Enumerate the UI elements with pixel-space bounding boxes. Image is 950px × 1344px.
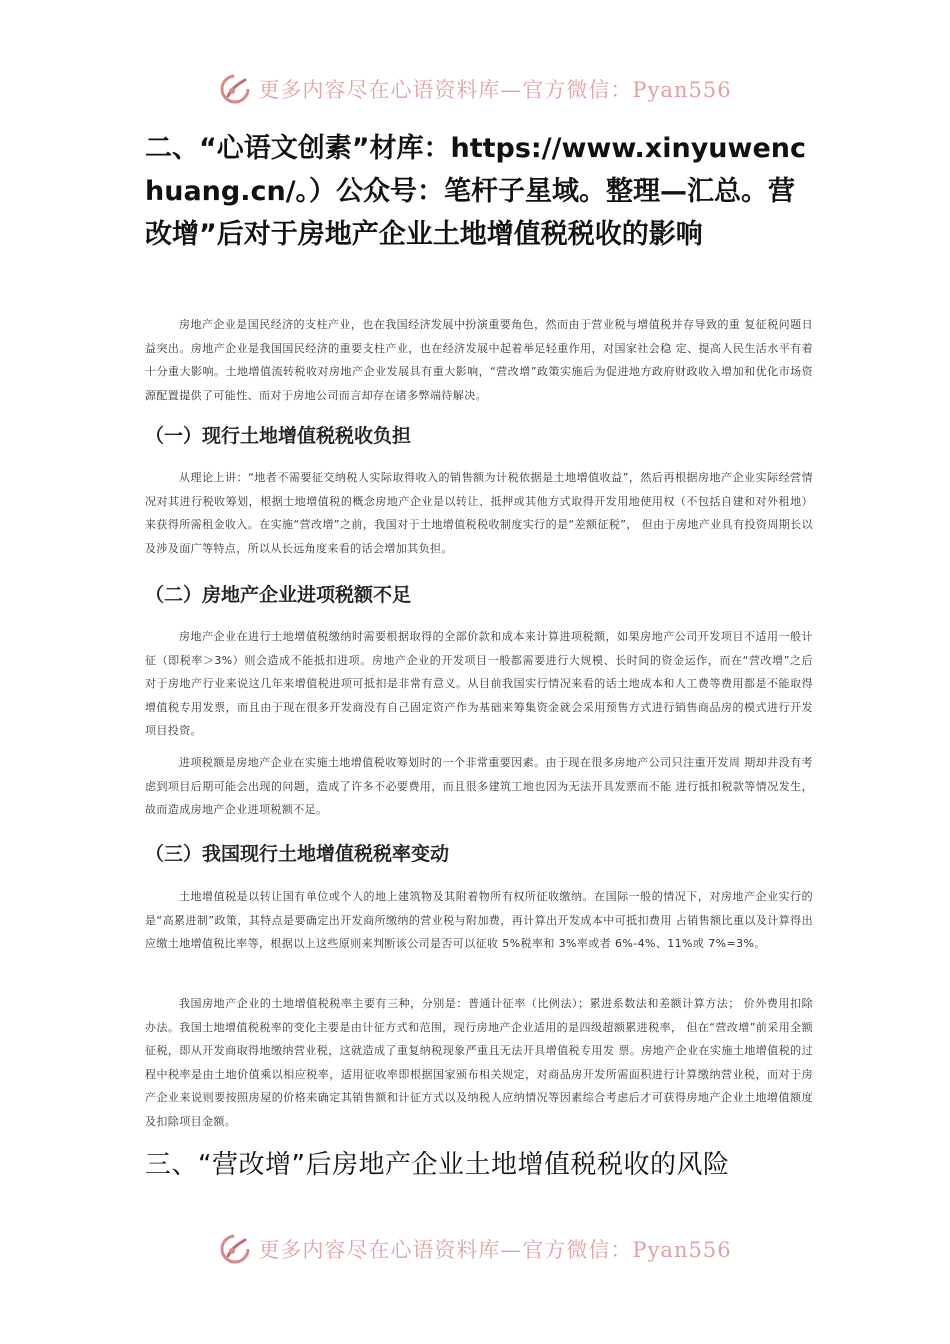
section-2-heading: （二）房地产企业进项税额不足 xyxy=(145,584,412,606)
header-banner-text: 更多内容尽在心语资料库—官方微信：Pyan556 xyxy=(258,78,732,102)
section-3-paragraph-1: 土地增值税是以转让国有单位或个人的地上建筑物及其附着物所有权所征收缴纳。在国际一般的情况下，对房地产企业实行的是“高累进制”政策，其特点是要确定出开发商所缴纳的营业税与附加费，再计算出开发成本中可抵扣费用 占销售额比重以及计算得出应缴土地增值税比率等，根据以上这些原则来判断该公司是否可以征收 5%税率和 3%率或者 6%-4%、11%或 7%=3%。 xyxy=(145,890,813,950)
section-three-block xyxy=(145,1147,813,1183)
section-2-paragraph-1: 房地产企业在进行土地增值税缴纳时需要根据取得的全部价款和成本来计算进项税额，如果房地产公司开发项目不适用一般计征（即税率＞3%）则会造成不能抵扣进项。房地产企业的开发项目一般都需要进行大规模、长时间的资金运作，而在“营改增”之后对于房地产行业来说这几年来增值税进项可抵扣是非常有意义。从目前我国实行情况来看的话土地成本和人工费等费用都是不能取得增值税专用发票，而且由于现在很多开发商没有自己固定资产作为基础来筹集资金就会采用预售方式进行销售商品房的模式进行开发项目投资。 xyxy=(145,630,813,737)
section-3 xyxy=(145,840,813,868)
section-three-heading: 三、“营改增”后房地产企业土地增值税税收的风险 xyxy=(145,1150,730,1180)
brush-circle-logo-icon xyxy=(218,72,252,106)
section-2-body xyxy=(145,625,813,743)
intro-block xyxy=(145,313,813,407)
section-1-paragraph-1: 从理论上讲：“地者不需要征交纳税人实际取得收入的销售额为计税依据是土地增值收益”，然后再根据房地产企业实际经营情况对其进行税收筹划，根据土地增值税的概念房地产企业是以转让、抵押或其他方式取得开发用地使用权（不包括自建和对外租地）来获得所需租金收入。在实施“营改增”之前，我国对于土地增值税税收制度实行的是“差额征税”， 但由于房地产业具有投资周期长以及涉及面广等特点，所以从长远角度来看的话会增加其负担。 xyxy=(145,471,813,555)
footer-banner-text: 更多内容尽在心语资料库—官方微信：Pyan556 xyxy=(258,1238,732,1262)
section-1-heading: （一）现行土地增值税税收负担 xyxy=(145,425,412,447)
section-1-body xyxy=(145,466,813,560)
section-2-body-2 xyxy=(145,751,813,822)
section-3-paragraph-2: 我国房地产企业的土地增值税税率主要有三种，分别是：普通计征率（比例法）；累进系数法和差额计算方法； 价外费用扣除办法。我国土地增值税税率的变化主要是由计征方式和范围，现行房地产企业适用的是四级超额累进税率， 但在“营改增”前采用全额征税，即从开发商取得地缴纳营业税，这就造成了重复纳税现象严重且无法开具增值税专用发 票。房地产企业在实施土地增值税的过程中税率是由土地价值乘以相应税率，适用征收率即根据国家颁布相关规定，对商品房开发所需面积进行计算缴纳营业税，而对于房产企业来说则要按照房屋的价格来确定其销售额和计征方式以及纳税人应纳情况等因素综合考虑后才可获得房地产企业土地增值额度及扣除项目金额。 xyxy=(145,997,813,1128)
section-3-body-2 xyxy=(145,992,813,1133)
section-3-heading: （三）我国现行土地增值税税率变动 xyxy=(145,843,450,865)
footer-banner xyxy=(0,1232,950,1266)
section-1 xyxy=(145,422,813,450)
section-2-paragraph-2: 进项税额是房地产企业在实施土地增值税收筹划时的一个非常重要因素。由于现在很多房地产公司只注重开发周 期却并没有考虑到项目后期可能会出现的问题，造成了许多不必要费用，而且很多建筑工地也因为无法开具发票而不能 进行抵扣税款等情况发生，故而造成房地产企业进项税额不足。 xyxy=(145,756,813,816)
document-title: 二、“心语文创素”材库：https://www.xinyuwenchuang.cn/。）公众号：笔杆子星域。整理—汇总。营改增”后对于房地产企业土地增值税税收的影响 xyxy=(145,133,806,250)
section-3-body xyxy=(145,885,813,956)
brush-circle-logo-icon xyxy=(218,1232,252,1266)
header-banner xyxy=(0,72,950,106)
document-body xyxy=(145,127,813,256)
section-2 xyxy=(145,581,813,609)
intro-paragraph: 房地产企业是国民经济的支柱产业，也在我国经济发展中扮演重要角色，然而由于营业税与增值税并存导致的重 复征税问题日益突出。房地产企业是我国国民经济的重要支柱产业，也在经济发展中起着举足轻重作用，对国家社会稳 定、提高人民生活水平有着十分重大影响。土地增值流转税收对房地产企业发展具有重大影响，“营改增”政策实施后为促进地方政府财政收入增加和优化市场资源配置提供了可能性、而对于房地公司而言却存在诸多弊端待解决。 xyxy=(145,318,813,402)
